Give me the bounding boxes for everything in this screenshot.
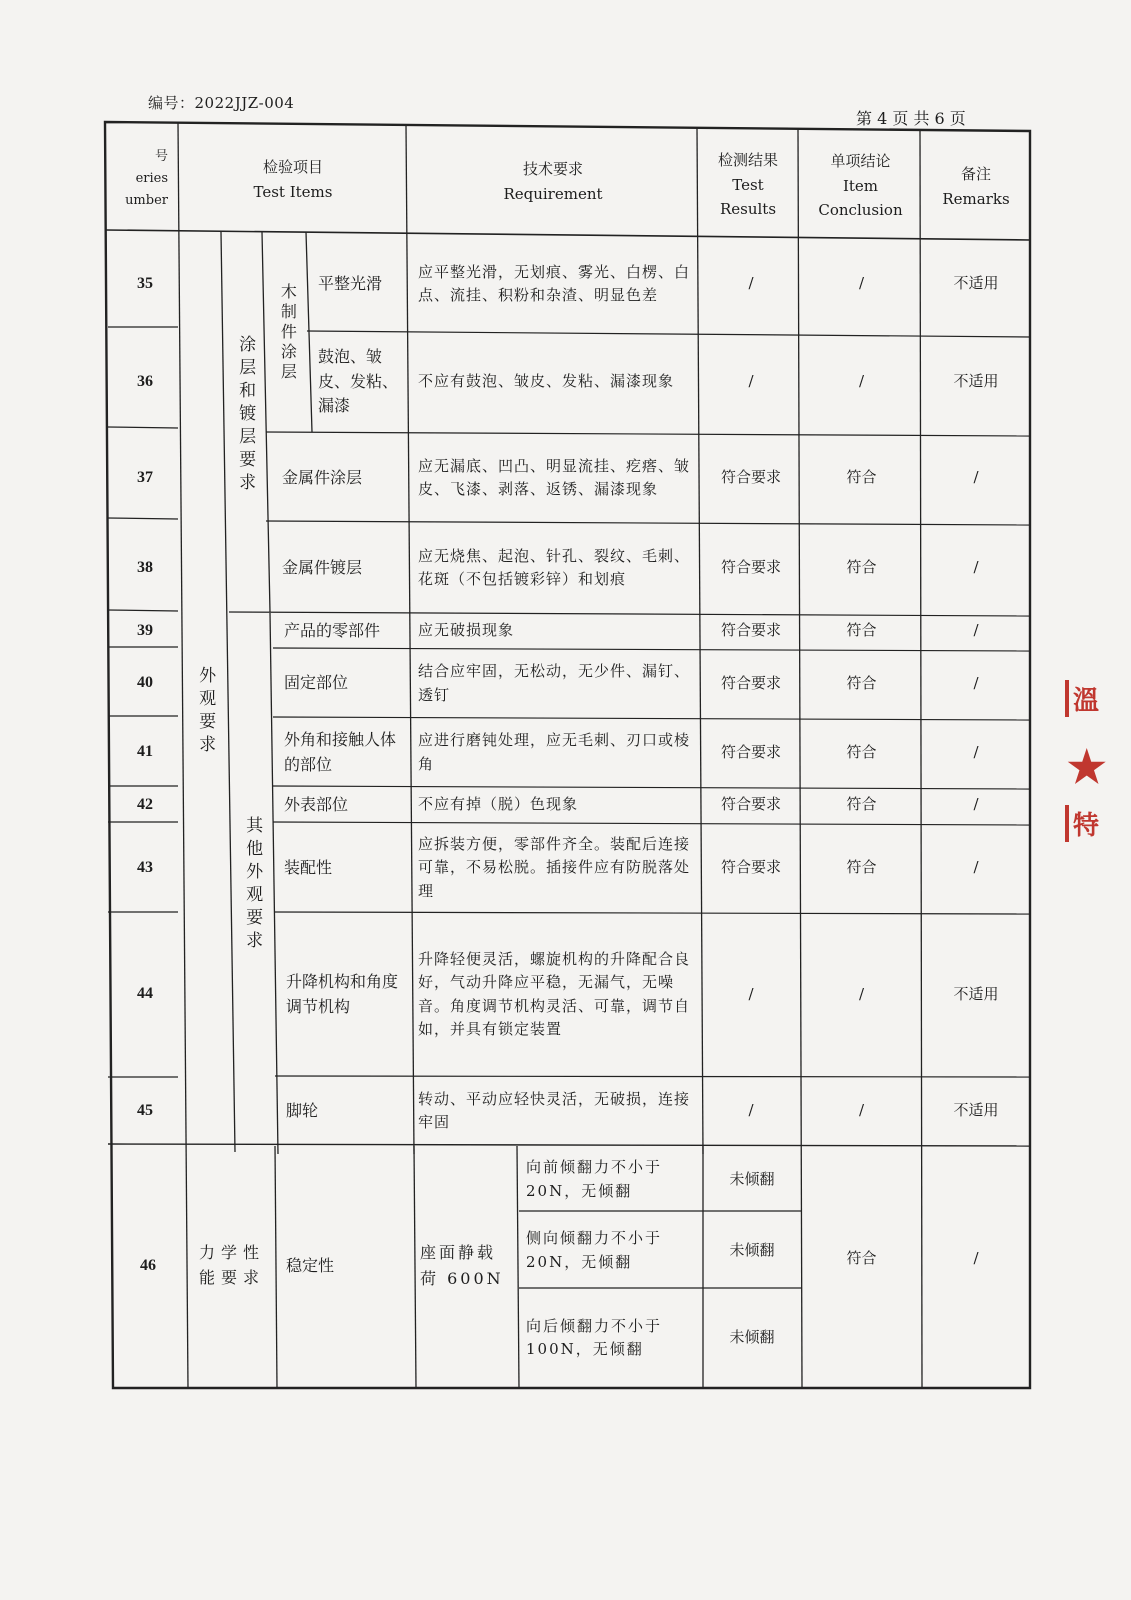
document-number-label: 编号： [148,94,195,112]
table-cell-requirement: 升降轻便灵活，螺旋机构的升降配合良好，气动升降应平稳，无漏气，无噪音。角度调节机构灵活、可靠，调节自如，并具有锁定装置 [418,950,691,1038]
header-item-conclusion [800,134,921,238]
table-cell-remark: 不适用 [953,372,999,391]
table-cell-number: 40 [137,674,153,692]
header-test-items-en: Test Items [253,183,333,201]
group-mechanical [190,1146,274,1386]
table-cell-result: 符合要求 [720,468,781,487]
table-cell-sub-requirement: 向后倾翻力不小于100N，无倾翻 [526,1316,663,1358]
table-cell-conclusion: / [858,984,865,1003]
table-cell-sub-result: 未倾翻 [729,1240,775,1259]
header-serial-line-3: umber [125,193,168,209]
table-cell-requirement: 应无漏底、凹凸、明显流挂、疙瘩、皱皮、飞漆、剥落、返锈、漏漆现象 [418,456,691,498]
table-cell-conclusion: 符合 [846,795,877,814]
table-cell-number: 41 [137,743,153,761]
header-test-items-cn: 检验项目 [262,158,323,177]
table-cell-conclusion: / [858,1101,865,1120]
table-cell-remark: 不适用 [953,1101,999,1120]
table-cell-remark: 不适用 [953,984,999,1003]
table-cell-item: 产品的零部件 [284,620,381,640]
table-cell-result: 符合要求 [720,795,781,814]
group-coating [225,300,265,530]
table-cell-remark: / [973,858,979,877]
table-cell-requirement: 应拆装方便，零部件齐全。装配后连接可靠，不易松脱。插接件应有防脱落处理 [418,835,691,900]
seal-char-1: 溫 [1065,680,1099,717]
table-cell-requirement: 转动、平动应轻快灵活，无破损，连接牢固 [418,1089,691,1131]
seal-star: ★ [1067,742,1107,793]
header-serial-line-2: eries [135,170,168,186]
table-cell-result: 符合要求 [720,621,781,640]
table-cell-conclusion: / [858,372,865,391]
table-cell-remark: / [973,468,979,487]
document-number-value: 2022JJZ-004 [194,94,295,112]
table-cell-requirement: 不应有掉（脱）色现象 [418,795,579,814]
table-cell-result: 符合要求 [720,858,781,877]
header-results-en-1: Test [732,175,764,194]
header-serial-line-1: 号 [154,148,168,164]
table-cell-sub-result: 未倾翻 [729,1169,775,1188]
header-remarks [922,135,1030,239]
table-cell-number: 38 [137,558,153,576]
table-cell-result: 符合要求 [720,673,781,692]
table-cell-remark: / [973,673,979,692]
table-cell-item: 装配性 [284,857,333,877]
header-requirement [408,130,698,234]
group-mechanical-label: 力学性能要求 [199,1243,266,1287]
table-cell-conclusion: 符合 [846,673,877,692]
table-cell-remark: / [973,795,979,814]
header-test-items [180,128,406,232]
table-cell-item: 平整光滑 [318,273,383,293]
header-remarks-cn: 备注 [960,165,991,184]
table-cell-number: 42 [137,795,153,813]
table-cell-load: 座面静载荷 600N [420,1243,504,1288]
header-results-en-2: Results [719,200,777,219]
table-cell-sub-requirement: 侧向倾翻力不小于20N，无倾翻 [526,1229,663,1271]
table-cell-item: 鼓泡、皱皮、发粘、漏漆 [318,346,399,416]
table-cell-number: 37 [137,468,153,486]
header-remarks-en: Remarks [942,190,1010,208]
group-wood [266,240,308,425]
table-cell-conclusion: 符合 [846,1248,877,1267]
table-cell-item: 脚轮 [286,1100,319,1120]
table-cell-conclusion: 符合 [846,558,877,577]
seal-char-2: 特 [1065,805,1099,842]
table-cell-result: / [748,1101,754,1120]
table-cell-remark: / [973,558,979,577]
table-cell-result: / [748,372,754,391]
table-cell-number: 46 [140,1256,156,1274]
header-requirement-cn: 技术要求 [522,160,583,179]
seal-stamp [1065,680,1125,880]
table-cell-conclusion: 符合 [846,858,877,877]
group-wood-label: 木制件涂层 [278,282,298,383]
table-cell-item: 金属件涂层 [282,467,363,487]
table-cell-conclusion: 符合 [846,621,877,640]
table-cell-result: 符合要求 [720,742,781,761]
table-cell-number: 44 [137,985,153,1003]
table-cell-number: 43 [137,858,153,876]
table-cell-requirement: 结合应牢固，无松动，无少件、漏钉、透钉 [418,662,691,704]
table-cell-number: 39 [137,621,153,639]
table-cell-item: 外角和接触人体的部位 [284,729,397,774]
header-conclusion-en-1: Item [842,176,879,195]
table-cell-item: 升降机构和角度调节机构 [286,971,399,1016]
table-cell-sub-requirement: 向前倾翻力不小于20N，无倾翻 [526,1158,663,1200]
table-cell-item: 金属件镀层 [282,557,363,577]
table-cell-item: 稳定性 [286,1255,335,1275]
group-appearance-label: 外观要求 [195,666,216,758]
group-other [232,780,272,990]
table-cell-remark: / [973,742,979,761]
header-conclusion-en-2: Conclusion [818,201,903,220]
table-cell-result: 符合要求 [720,558,781,577]
group-other-label: 其他外观要求 [242,816,263,954]
page-indicator: 第 4 页 共 6 页 [856,109,966,128]
table-cell-number: 35 [137,274,153,292]
table-cell-requirement: 应无破损现象 [418,621,515,640]
table-cell-item: 外表部位 [284,794,349,814]
table-cell-requirement: 应无烧焦、起泡、针孔、裂纹、毛刺、花斑（不包括镀彩锌）和划痕 [418,546,691,588]
table-cell-sub-result: 未倾翻 [729,1328,775,1347]
group-coating-label: 涂层和镀层要求 [235,334,256,496]
header-conclusion-cn: 单项结论 [830,151,891,170]
header-requirement-en: Requirement [503,185,603,203]
header-results-cn: 检测结果 [717,150,778,169]
table-cell-requirement: 应进行磨钝处理，应无毛刺、刃口或棱角 [418,731,691,773]
table-cell-remark: / [973,1248,979,1267]
table-cell-requirement: 应平整光滑，无划痕、雾光、白楞、白点、流挂、积粉和杂渣、明显色差 [418,262,691,304]
table-cell-number: 36 [137,372,153,390]
table-cell-item: 固定部位 [284,673,349,693]
table-cell-remark: 不适用 [953,274,999,293]
header-test-results [698,133,798,237]
table-cell-conclusion: 符合 [846,468,877,487]
table-cell-conclusion: / [858,274,865,293]
table-cell-remark: / [973,621,979,640]
table-cell-result: / [748,274,754,293]
group-appearance [183,612,227,812]
table-cell-number: 45 [137,1101,153,1119]
header-serial-number [108,128,178,230]
table-cell-result: / [748,984,754,1003]
table-cell-requirement: 不应有鼓泡、皱皮、发粘、漏漆现象 [418,372,675,391]
table-cell-conclusion: 符合 [846,742,877,761]
